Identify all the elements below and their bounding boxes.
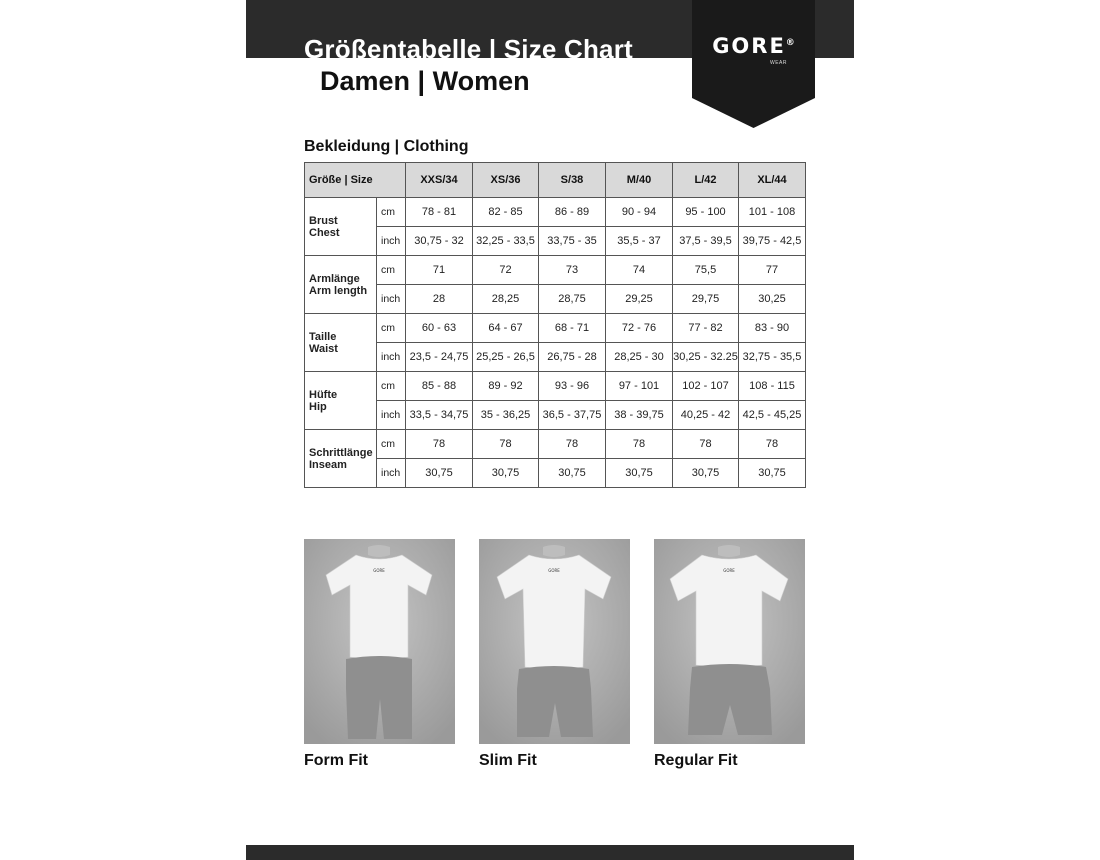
size-value-cell: 25,25 - 26,5: [473, 343, 539, 372]
size-value-cell: 75,5: [673, 256, 739, 285]
brand-tag-shape: [692, 0, 815, 128]
unit-label: cm: [377, 256, 406, 285]
unit-label: cm: [377, 314, 406, 343]
svg-text:GORE: GORE: [548, 568, 560, 573]
size-value-cell: 29,25: [606, 285, 673, 314]
table-row: [305, 227, 806, 256]
form-fit-image: [304, 539, 455, 744]
size-value-cell: 71: [406, 256, 473, 285]
size-value-cell: 86 - 89: [539, 198, 606, 227]
size-value-cell: 35,5 - 37: [606, 227, 673, 256]
slim-fit-image: [479, 539, 630, 744]
size-value-cell: 72 - 76: [606, 314, 673, 343]
size-value-cell: 97 - 101: [606, 372, 673, 401]
measurement-label: [305, 198, 377, 256]
size-value-cell: 60 - 63: [406, 314, 473, 343]
size-value-cell: 95 - 100: [673, 198, 739, 227]
measurement-label: [305, 256, 377, 314]
measurement-label: [305, 314, 377, 372]
size-value-cell: 30,75: [739, 459, 806, 488]
size-value-cell: 78: [673, 430, 739, 459]
size-value-cell: 78: [739, 430, 806, 459]
size-value-cell: 28,25 - 30: [606, 343, 673, 372]
svg-text:GORE: GORE: [373, 568, 385, 573]
size-value-cell: 30,75: [473, 459, 539, 488]
size-value-cell: 82 - 85: [473, 198, 539, 227]
measurement-name-de: Brust: [309, 214, 338, 227]
table-row: [305, 198, 806, 227]
size-value-cell: 37,5 - 39,5: [673, 227, 739, 256]
size-value-cell: 89 - 92: [473, 372, 539, 401]
size-value-cell: 68 - 71: [539, 314, 606, 343]
size-value-cell: 42,5 - 45,25: [739, 401, 806, 430]
size-value-cell: 26,75 - 28: [539, 343, 606, 372]
size-chart-page: [246, 0, 854, 860]
table-row: [305, 285, 806, 314]
slim-fit-label: Slim Fit: [479, 752, 537, 769]
size-value-cell: 73: [539, 256, 606, 285]
table-row: [305, 459, 806, 488]
unit-label: inch: [377, 285, 406, 314]
size-value-cell: 30,75 - 32: [406, 227, 473, 256]
size-column-header: XS/36: [473, 163, 539, 198]
size-value-cell: 108 - 115: [739, 372, 806, 401]
size-value-cell: 77 - 82: [673, 314, 739, 343]
measurement-name-de: Schrittlänge: [309, 446, 373, 459]
size-value-cell: 38 - 39,75: [606, 401, 673, 430]
size-header-label: Größe | Size: [305, 163, 406, 198]
size-value-cell: 30,75: [539, 459, 606, 488]
size-value-cell: 83 - 90: [739, 314, 806, 343]
page-subtitle: Damen | Women: [320, 66, 530, 96]
size-value-cell: 30,75: [606, 459, 673, 488]
size-value-cell: 74: [606, 256, 673, 285]
regular-fit-label: Regular Fit: [654, 752, 738, 769]
brand-sub: WEAR: [770, 60, 787, 66]
measurement-name-en: Hip: [309, 400, 327, 413]
size-value-cell: 33,5 - 34,75: [406, 401, 473, 430]
svg-text:GORE: GORE: [723, 568, 735, 573]
size-table: [304, 162, 806, 488]
measurement-name-de: Hüfte: [309, 388, 338, 401]
size-column-header: XXS/34: [406, 163, 473, 198]
measurement-name-en: Waist: [309, 342, 338, 355]
measurement-label: [305, 372, 377, 430]
size-value-cell: 30,75: [406, 459, 473, 488]
table-row: [305, 343, 806, 372]
size-column-header: XL/44: [739, 163, 806, 198]
size-column-header: S/38: [539, 163, 606, 198]
table-row: [305, 430, 806, 459]
size-value-cell: 28: [406, 285, 473, 314]
size-value-cell: 40,25 - 42: [673, 401, 739, 430]
size-value-cell: 36,5 - 37,75: [539, 401, 606, 430]
size-value-cell: 102 - 107: [673, 372, 739, 401]
size-value-cell: 78 - 81: [406, 198, 473, 227]
table-row: [305, 314, 806, 343]
size-value-cell: 32,25 - 33,5: [473, 227, 539, 256]
size-value-cell: 64 - 67: [473, 314, 539, 343]
size-value-cell: 28,75: [539, 285, 606, 314]
unit-label: cm: [377, 372, 406, 401]
size-value-cell: 93 - 96: [539, 372, 606, 401]
section-title: Bekleidung | Clothing: [304, 138, 469, 155]
unit-label: cm: [377, 198, 406, 227]
size-value-cell: 101 - 108: [739, 198, 806, 227]
measurement-label: [305, 430, 377, 488]
size-value-cell: 30,25 - 32.25: [673, 343, 739, 372]
size-value-cell: 78: [406, 430, 473, 459]
size-value-cell: 77: [739, 256, 806, 285]
page-title: Größentabelle | Size Chart: [304, 34, 633, 64]
brand-logo: GORE®: [712, 34, 795, 58]
size-value-cell: 35 - 36,25: [473, 401, 539, 430]
unit-label: inch: [377, 227, 406, 256]
size-value-cell: 78: [606, 430, 673, 459]
size-value-cell: 85 - 88: [406, 372, 473, 401]
regular-fit-image: [654, 539, 805, 744]
size-value-cell: 39,75 - 42,5: [739, 227, 806, 256]
size-value-cell: 33,75 - 35: [539, 227, 606, 256]
measurement-name-en: Inseam: [309, 458, 347, 471]
size-value-cell: 32,75 - 35,5: [739, 343, 806, 372]
form-fit-label: Form Fit: [304, 752, 368, 769]
table-row: [305, 401, 806, 430]
table-header-row: [305, 163, 806, 198]
size-value-cell: 29,75: [673, 285, 739, 314]
measurement-name-de: Armlänge: [309, 272, 360, 285]
unit-label: inch: [377, 459, 406, 488]
size-column-header: M/40: [606, 163, 673, 198]
measurement-name-en: Chest: [309, 226, 340, 239]
size-value-cell: 28,25: [473, 285, 539, 314]
size-value-cell: 78: [539, 430, 606, 459]
size-value-cell: 90 - 94: [606, 198, 673, 227]
size-column-header: L/42: [673, 163, 739, 198]
size-value-cell: 72: [473, 256, 539, 285]
size-value-cell: 30,25: [739, 285, 806, 314]
measurement-name-en: Arm length: [309, 284, 368, 297]
measurement-name-de: Taille: [309, 330, 337, 343]
table-row: [305, 372, 806, 401]
unit-label: inch: [377, 401, 406, 430]
unit-label: inch: [377, 343, 406, 372]
size-value-cell: 78: [473, 430, 539, 459]
unit-label: cm: [377, 430, 406, 459]
size-value-cell: 23,5 - 24,75: [406, 343, 473, 372]
bottom-band: [246, 845, 854, 860]
table-row: [305, 256, 806, 285]
size-value-cell: 30,75: [673, 459, 739, 488]
